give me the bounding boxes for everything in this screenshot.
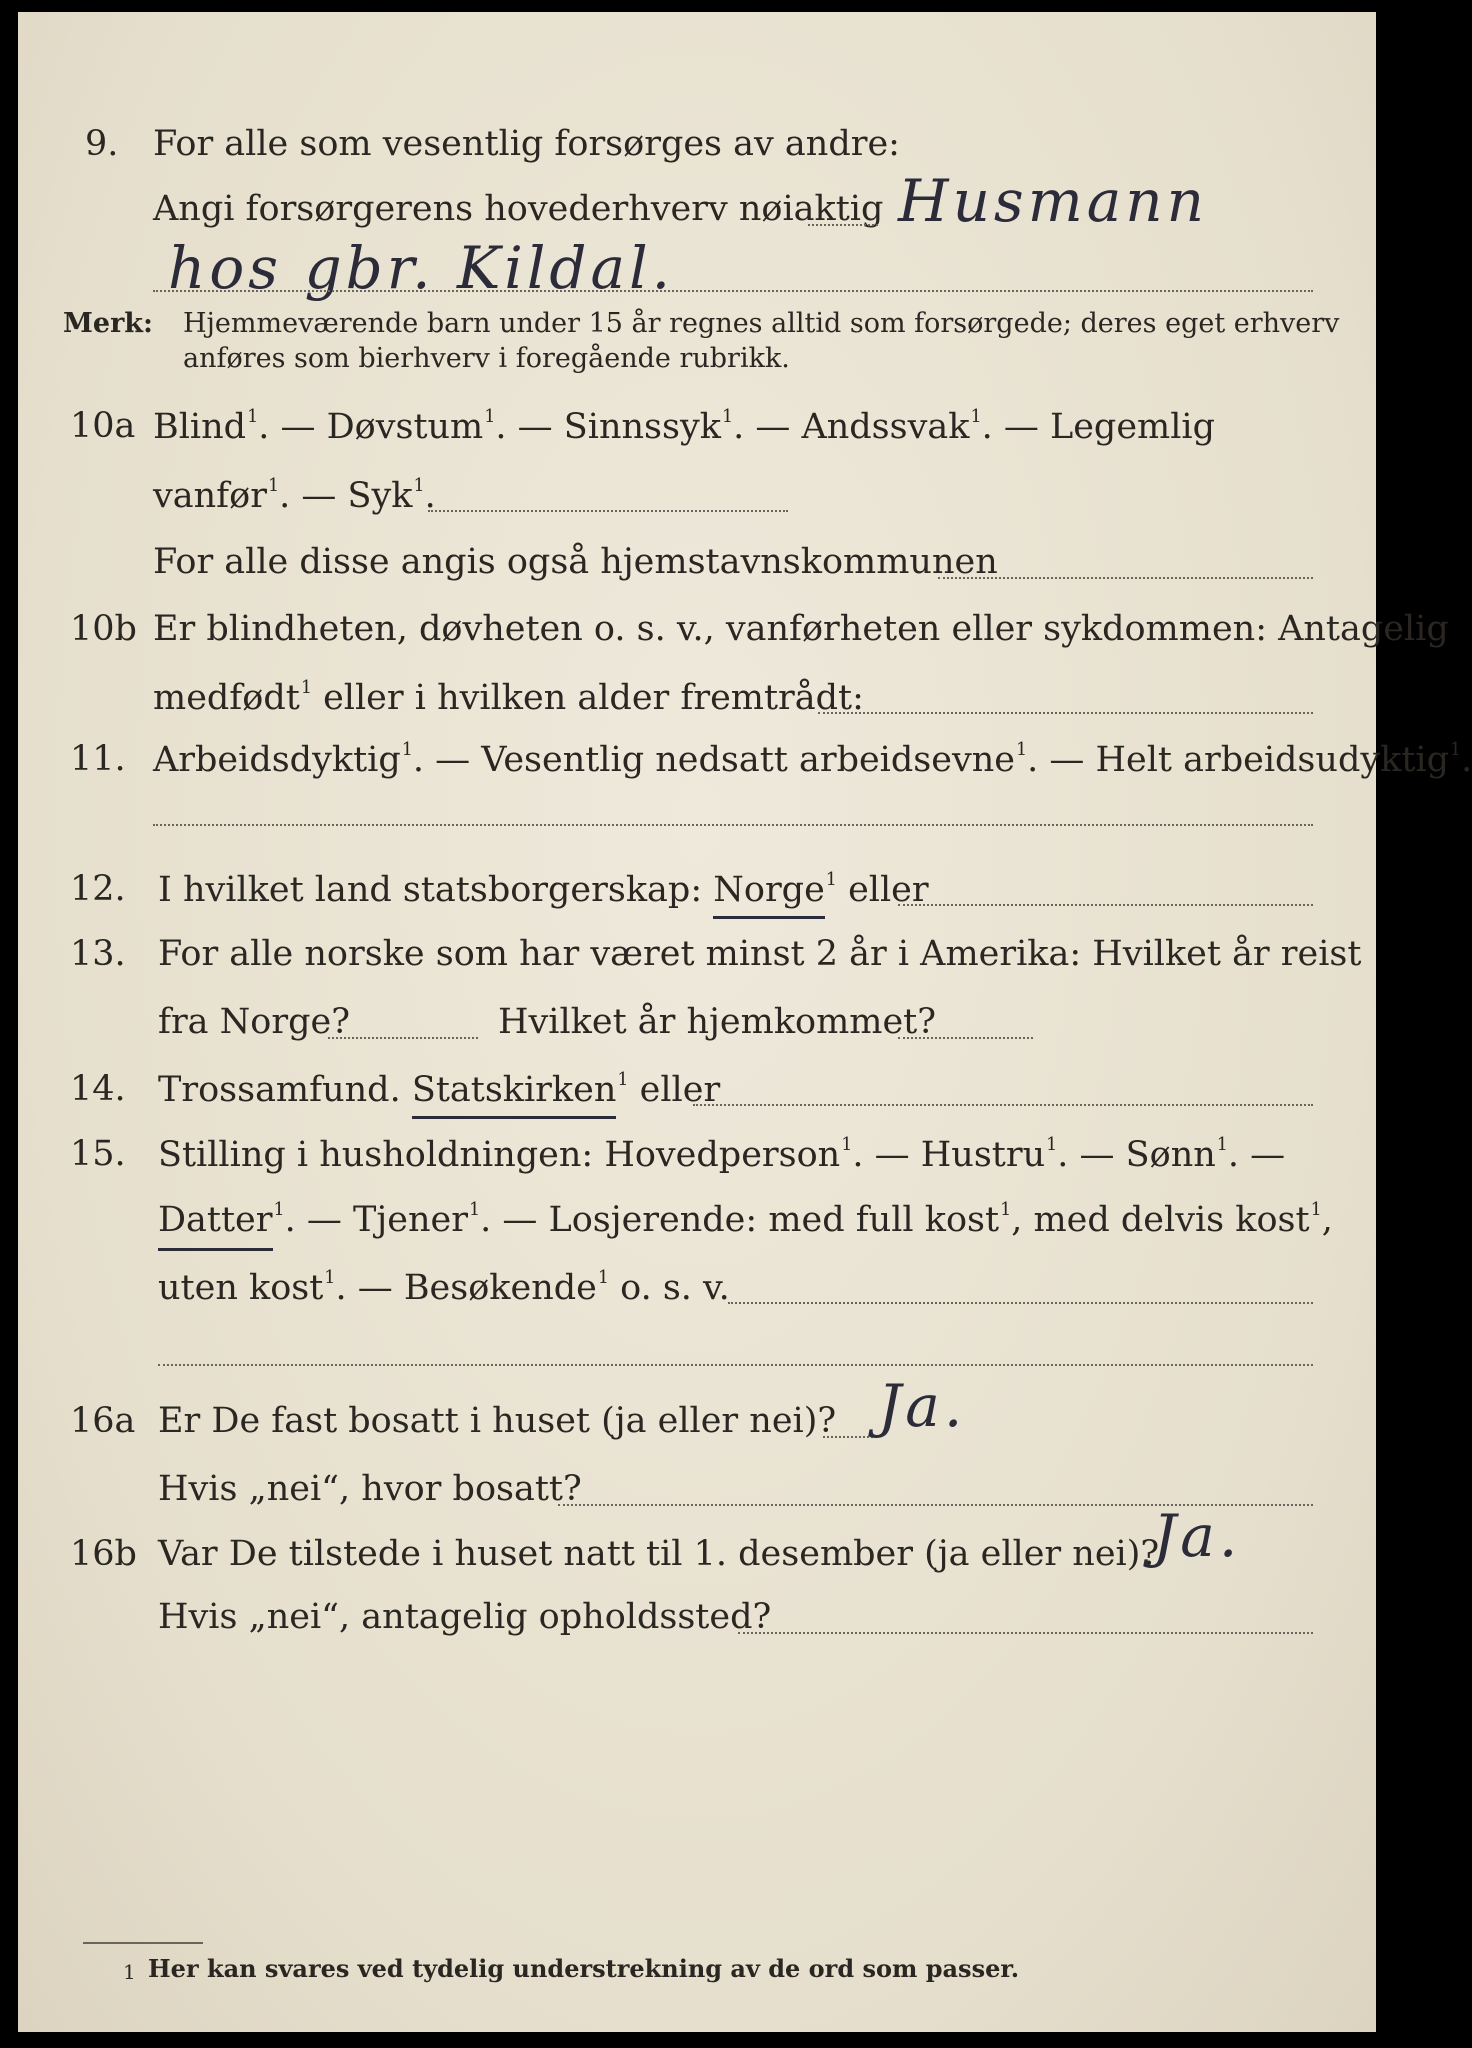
q16b-handwritten-answer: Ja. xyxy=(1153,1502,1242,1570)
q15-answer-line2 xyxy=(158,1364,1313,1366)
q15-line1: Stilling i husholdningen: Hovedperson$^1$. — Hustru$^1$. — Sønn$^1$. — xyxy=(158,1134,1286,1175)
q16b-line2: Hvis „nei“, antagelig opholdssted? xyxy=(158,1597,772,1637)
merk-label: Merk: xyxy=(63,308,153,339)
q11-number: 11. xyxy=(70,739,126,779)
q15-line2: Datter$^1$. — Tjener$^1$. — Losjerende: med full kost$^1$, med delvis kost$^1$, xyxy=(158,1202,1333,1238)
q13-reist-line xyxy=(328,1037,478,1039)
q10a-answer-line xyxy=(428,510,788,512)
q12-norge-underlined: Norge xyxy=(713,870,825,919)
q10b-answer-line xyxy=(818,712,1313,714)
q16a-answer-line xyxy=(823,1436,873,1438)
q15-datter-underlined: Datter xyxy=(158,1200,273,1251)
census-form-page xyxy=(18,12,1472,2032)
q16a-line2: Hvis „nei“, hvor bosatt? xyxy=(158,1469,582,1509)
footnote-rule xyxy=(83,1942,203,1944)
q14-line: Trossamfund. Statskirken$^1$ eller xyxy=(158,1072,720,1108)
q11-answer-line xyxy=(153,824,1313,826)
q9-answer-line xyxy=(808,224,878,226)
q16b-number: 16b xyxy=(70,1534,137,1574)
q10a-line1: Blind$^1$. — Døvstum$^1$. — Sinnssyk$^1$. — Andssvak$^1$. — Legemlig xyxy=(153,406,1216,447)
footnote-mark: 1 xyxy=(123,1960,136,1984)
q16a-number: 16a xyxy=(70,1401,136,1441)
q16a-line1: Er De fast bosatt i huset (ja eller nei)? xyxy=(158,1401,837,1441)
q13-number: 13. xyxy=(70,934,126,974)
merk-line1: Hjemmeværende barn under 15 år regnes alltid som forsørgede; deres eget erhverv xyxy=(183,308,1340,339)
q9-answer-line2 xyxy=(153,290,1313,292)
q10a-number: 10a xyxy=(70,406,136,446)
q12-answer-line xyxy=(898,904,1313,906)
q9-handwritten-answer1: Husmann xyxy=(898,167,1208,235)
q10b-line1: Er blindheten, døvheten o. s. v., vanførheten eller sykdommen: Antagelig xyxy=(153,609,1449,649)
q13-line2b: Hvilket år hjemkommet? xyxy=(498,1002,937,1042)
q11-line: Arbeidsdyktig$^1$. — Vesentlig nedsatt arbeidsevne$^1$. — Helt arbeidsudyktig$^1$. xyxy=(153,739,1472,780)
merk-line2: anføres som bierhverv i foregående rubrikk. xyxy=(183,343,790,374)
q14-number: 14. xyxy=(70,1069,126,1109)
footnote-text: Her kan svares ved tydelig understrekning av de ord som passer. xyxy=(148,1954,1020,1983)
q16a-handwritten-answer: Ja. xyxy=(878,1372,967,1440)
q16b-opholdssted-line xyxy=(738,1632,1313,1634)
q15-line3: uten kost$^1$. — Besøkende$^1$ o. s. v. xyxy=(158,1267,730,1308)
q13-line2a: fra Norge? xyxy=(158,1002,350,1042)
q10a-line3: For alle disse angis også hjemstavnskommunen xyxy=(153,542,998,582)
q15-answer-line1 xyxy=(728,1302,1313,1304)
q10a-line2: vanfør$^1$. — Syk$^1$. xyxy=(153,475,436,516)
q9-handwritten-answer2: hos gbr. Kildal. xyxy=(168,234,675,302)
q16b-line1: Var De tilstede i huset natt til 1. desember (ja eller nei)? xyxy=(158,1534,1160,1574)
q10a-hjemstavn-line xyxy=(938,577,1313,579)
q10b-number: 10b xyxy=(70,609,137,649)
q9-line2: Angi forsørgerens hovederhverv nøiaktig xyxy=(153,189,884,229)
q9-line1: For alle som vesentlig forsørges av andre: xyxy=(153,124,900,164)
q13-line1: For alle norske som har været minst 2 år i Amerika: Hvilket år reist xyxy=(158,934,1362,974)
q14-answer-line xyxy=(693,1104,1313,1106)
q14-statskirken-underlined: Statskirken xyxy=(412,1070,617,1119)
q12-number: 12. xyxy=(70,869,126,909)
q9-number: 9. xyxy=(85,124,119,164)
q13-hjemkommet-line xyxy=(898,1037,1033,1039)
q15-number: 15. xyxy=(70,1134,126,1174)
q12-line: I hvilket land statsborgerskap: Norge$^1$ eller xyxy=(158,872,929,908)
q10b-line2: medfødt$^1$ eller i hvilken alder fremtrådt: xyxy=(153,677,864,718)
